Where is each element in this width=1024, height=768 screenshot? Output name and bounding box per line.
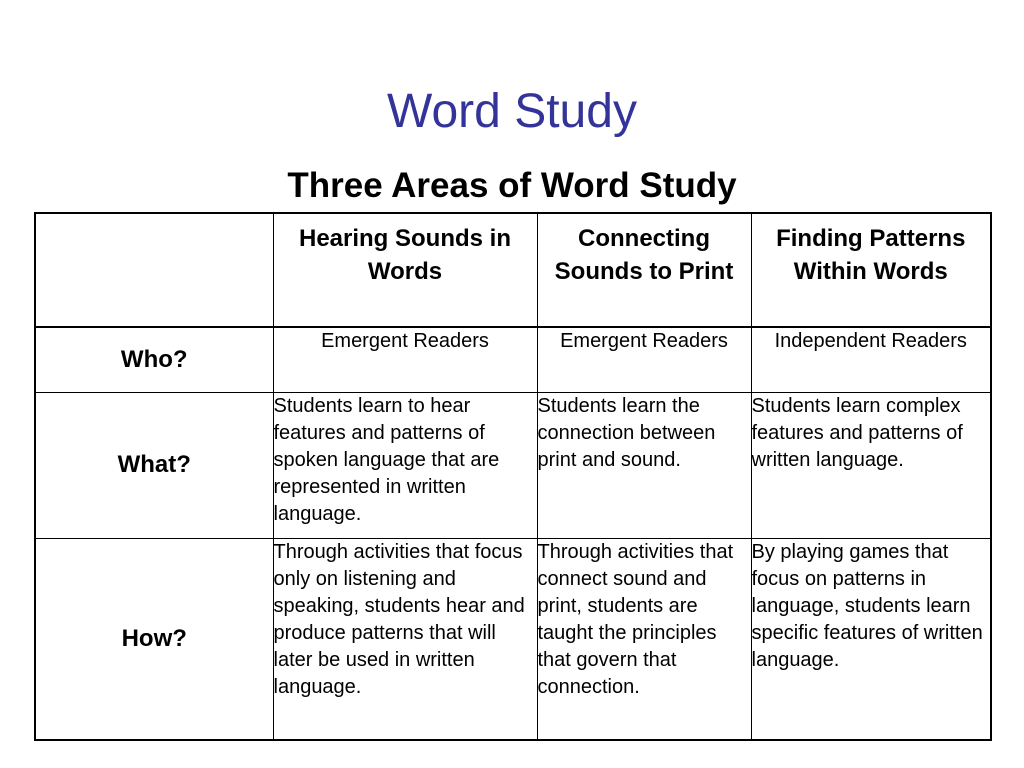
cell-who-hearing: Emergent Readers (273, 327, 537, 392)
cell-how-hearing: Through activities that focus only on listening and speaking, students hear and produce patterns that will later be used in written language. (273, 538, 537, 740)
cell-what-connecting: Students learn the connection between print and sound. (537, 392, 751, 538)
cell-how-connecting: Through activities that connect sound and print, students are taught the principles that govern that connection. (537, 538, 751, 740)
cell-who-connecting: Emergent Readers (537, 327, 751, 392)
header-empty-cell (35, 213, 273, 327)
header-finding-patterns: Finding Patterns Within Words (751, 213, 991, 327)
header-hearing-sounds: Hearing Sounds in Words (273, 213, 537, 327)
table-row-who (35, 327, 991, 392)
table-header-row (35, 213, 991, 327)
table-row-how (35, 538, 991, 740)
row-label-who: Who? (35, 327, 273, 392)
row-label-how: How? (35, 538, 273, 740)
cell-what-finding: Students learn complex features and patterns of written language. (751, 392, 991, 538)
cell-what-hearing: Students learn to hear features and patterns of spoken language that are represented in written language. (273, 392, 537, 538)
row-label-what: What? (35, 392, 273, 538)
table-row-what (35, 392, 991, 538)
slide-title: Word Study (387, 85, 637, 138)
cell-who-finding: Independent Readers (751, 327, 991, 392)
cell-how-finding: By playing games that focus on patterns in language, students learn specific features of written language. (751, 538, 991, 740)
word-study-table (34, 212, 992, 741)
header-connecting-sounds: Connecting Sounds to Print (537, 213, 751, 327)
table-title: Three Areas of Word Study (287, 166, 737, 205)
